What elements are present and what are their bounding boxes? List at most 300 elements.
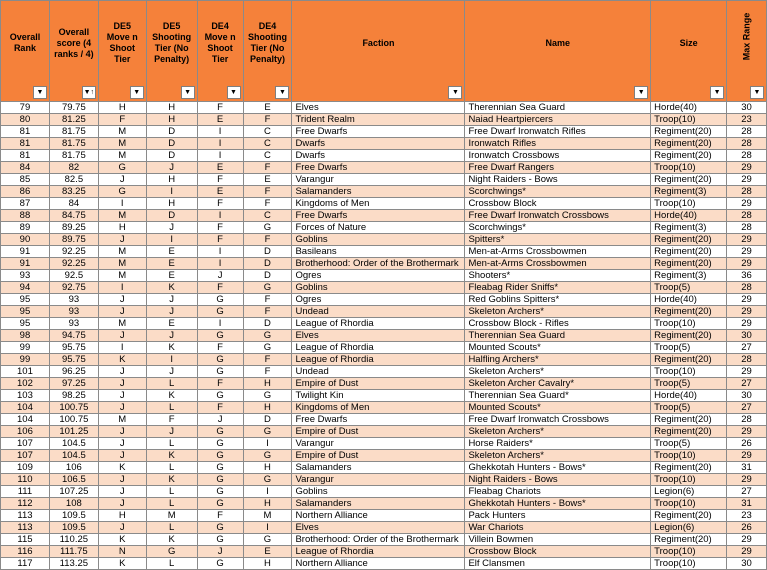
column-header-overall-score[interactable] bbox=[49, 1, 98, 102]
rank-cell[interactable]: 80 bbox=[1, 114, 50, 126]
faction-cell[interactable]: Empire of Dust bbox=[292, 450, 465, 462]
score-cell[interactable]: 95.75 bbox=[49, 342, 98, 354]
de5-shooting-cell[interactable]: L bbox=[146, 486, 197, 498]
name-cell[interactable]: Villein Bowmen bbox=[465, 534, 651, 546]
name-cell[interactable]: Mounted Scouts* bbox=[465, 402, 651, 414]
de5-move-shoot-cell[interactable]: M bbox=[98, 270, 146, 282]
rank-cell[interactable]: 91 bbox=[1, 258, 50, 270]
name-cell[interactable]: Scorchwings* bbox=[465, 186, 651, 198]
rank-cell[interactable]: 110 bbox=[1, 474, 50, 486]
name-cell[interactable]: Horse Raiders* bbox=[465, 438, 651, 450]
de5-move-shoot-cell[interactable]: J bbox=[98, 234, 146, 246]
column-header-de5-move-shoot-tier[interactable] bbox=[98, 1, 146, 102]
size-cell[interactable]: Troop(10) bbox=[651, 474, 727, 486]
table-row[interactable] bbox=[1, 522, 767, 534]
score-cell[interactable]: 89.75 bbox=[49, 234, 98, 246]
size-cell[interactable]: Regiment(20) bbox=[651, 258, 727, 270]
max-range-cell[interactable]: 28 bbox=[727, 138, 767, 150]
score-cell[interactable]: 107.25 bbox=[49, 486, 98, 498]
de4-shooting-cell[interactable]: F bbox=[243, 234, 292, 246]
size-cell[interactable]: Troop(5) bbox=[651, 438, 727, 450]
max-range-cell[interactable]: 29 bbox=[727, 246, 767, 258]
name-cell[interactable]: Night Raiders - Bows bbox=[465, 174, 651, 186]
table-row[interactable] bbox=[1, 246, 767, 258]
de5-shooting-cell[interactable]: F bbox=[146, 414, 197, 426]
table-row[interactable] bbox=[1, 474, 767, 486]
size-cell[interactable]: Troop(10) bbox=[651, 558, 727, 570]
size-cell[interactable]: Horde(40) bbox=[651, 102, 727, 114]
de5-move-shoot-cell[interactable]: J bbox=[98, 438, 146, 450]
size-cell[interactable]: Troop(5) bbox=[651, 282, 727, 294]
name-cell[interactable]: Spitters* bbox=[465, 234, 651, 246]
name-cell[interactable]: Ironwatch Crossbows bbox=[465, 150, 651, 162]
de4-shooting-cell[interactable]: E bbox=[243, 546, 292, 558]
table-row[interactable] bbox=[1, 186, 767, 198]
de5-move-shoot-cell[interactable]: M bbox=[98, 414, 146, 426]
name-cell[interactable]: Naiad Heartpiercers bbox=[465, 114, 651, 126]
score-cell[interactable]: 79.75 bbox=[49, 102, 98, 114]
size-cell[interactable]: Regiment(20) bbox=[651, 126, 727, 138]
de4-shooting-cell[interactable]: F bbox=[243, 162, 292, 174]
de5-move-shoot-cell[interactable]: M bbox=[98, 318, 146, 330]
faction-cell[interactable]: Salamanders bbox=[292, 498, 465, 510]
de5-move-shoot-cell[interactable]: H bbox=[98, 510, 146, 522]
name-cell[interactable]: Skeleton Archer Cavalry* bbox=[465, 378, 651, 390]
sort-filter-dropdown-icon[interactable]: ▼↑ bbox=[82, 86, 96, 99]
de5-move-shoot-cell[interactable]: K bbox=[98, 534, 146, 546]
faction-cell[interactable]: League of Rhordia bbox=[292, 318, 465, 330]
faction-cell[interactable]: Free Dwarfs bbox=[292, 414, 465, 426]
filter-dropdown-icon[interactable]: ▼ bbox=[227, 86, 241, 99]
table-row[interactable] bbox=[1, 234, 767, 246]
rank-cell[interactable]: 84 bbox=[1, 162, 50, 174]
faction-cell[interactable]: Northern Alliance bbox=[292, 558, 465, 570]
rank-cell[interactable]: 107 bbox=[1, 450, 50, 462]
faction-cell[interactable]: Twilight Kin bbox=[292, 390, 465, 402]
de4-shooting-cell[interactable]: G bbox=[243, 426, 292, 438]
score-cell[interactable]: 93 bbox=[49, 318, 98, 330]
size-cell[interactable]: Regiment(20) bbox=[651, 306, 727, 318]
score-cell[interactable]: 97.25 bbox=[49, 378, 98, 390]
table-row[interactable] bbox=[1, 414, 767, 426]
rank-cell[interactable]: 104 bbox=[1, 414, 50, 426]
rank-cell[interactable]: 99 bbox=[1, 354, 50, 366]
name-cell[interactable]: Fleabag Rider Sniffs* bbox=[465, 282, 651, 294]
de4-shooting-cell[interactable]: G bbox=[243, 222, 292, 234]
de4-shooting-cell[interactable]: H bbox=[243, 378, 292, 390]
de5-shooting-cell[interactable]: J bbox=[146, 330, 197, 342]
rank-cell[interactable]: 102 bbox=[1, 378, 50, 390]
de5-move-shoot-cell[interactable]: M bbox=[98, 150, 146, 162]
table-row[interactable] bbox=[1, 150, 767, 162]
size-cell[interactable]: Regiment(3) bbox=[651, 186, 727, 198]
de5-shooting-cell[interactable]: L bbox=[146, 522, 197, 534]
de4-shooting-cell[interactable]: I bbox=[243, 522, 292, 534]
max-range-cell[interactable]: 27 bbox=[727, 342, 767, 354]
score-cell[interactable]: 92.5 bbox=[49, 270, 98, 282]
score-cell[interactable]: 81.75 bbox=[49, 126, 98, 138]
max-range-cell[interactable]: 29 bbox=[727, 546, 767, 558]
table-row[interactable] bbox=[1, 126, 767, 138]
column-header-max-range[interactable] bbox=[727, 1, 767, 102]
table-row[interactable] bbox=[1, 210, 767, 222]
faction-cell[interactable]: League of Rhordia bbox=[292, 546, 465, 558]
de4-shooting-cell[interactable]: C bbox=[243, 126, 292, 138]
rank-cell[interactable]: 106 bbox=[1, 426, 50, 438]
de5-move-shoot-cell[interactable]: J bbox=[98, 522, 146, 534]
name-cell[interactable]: Crossbow Block - Rifles bbox=[465, 318, 651, 330]
de4-shooting-cell[interactable]: M bbox=[243, 510, 292, 522]
score-cell[interactable]: 93 bbox=[49, 294, 98, 306]
table-row[interactable] bbox=[1, 102, 767, 114]
de5-move-shoot-cell[interactable]: H bbox=[98, 222, 146, 234]
de4-shooting-cell[interactable]: F bbox=[243, 306, 292, 318]
size-cell[interactable]: Regiment(20) bbox=[651, 150, 727, 162]
max-range-cell[interactable]: 28 bbox=[727, 210, 767, 222]
max-range-cell[interactable]: 26 bbox=[727, 522, 767, 534]
size-cell[interactable]: Regiment(20) bbox=[651, 462, 727, 474]
rank-cell[interactable]: 117 bbox=[1, 558, 50, 570]
faction-cell[interactable]: Basileans bbox=[292, 246, 465, 258]
de5-move-shoot-cell[interactable]: M bbox=[98, 138, 146, 150]
size-cell[interactable]: Troop(10) bbox=[651, 318, 727, 330]
de5-shooting-cell[interactable]: L bbox=[146, 558, 197, 570]
size-cell[interactable]: Regiment(20) bbox=[651, 534, 727, 546]
faction-cell[interactable]: Varangur bbox=[292, 438, 465, 450]
max-range-cell[interactable]: 23 bbox=[727, 510, 767, 522]
de5-move-shoot-cell[interactable]: J bbox=[98, 390, 146, 402]
de4-move-shoot-cell[interactable]: F bbox=[197, 102, 243, 114]
score-cell[interactable]: 84 bbox=[49, 198, 98, 210]
table-row[interactable] bbox=[1, 498, 767, 510]
score-cell[interactable]: 83.25 bbox=[49, 186, 98, 198]
rank-cell[interactable]: 95 bbox=[1, 306, 50, 318]
name-cell[interactable]: Free Dwarf Ironwatch Crossbows bbox=[465, 210, 651, 222]
de4-move-shoot-cell[interactable]: G bbox=[197, 330, 243, 342]
score-cell[interactable]: 110.25 bbox=[49, 534, 98, 546]
de5-move-shoot-cell[interactable]: I bbox=[98, 198, 146, 210]
size-cell[interactable]: Legion(6) bbox=[651, 486, 727, 498]
faction-cell[interactable]: Varangur bbox=[292, 474, 465, 486]
rank-cell[interactable]: 111 bbox=[1, 486, 50, 498]
size-cell[interactable]: Regiment(20) bbox=[651, 246, 727, 258]
de5-move-shoot-cell[interactable]: I bbox=[98, 282, 146, 294]
de5-move-shoot-cell[interactable]: J bbox=[98, 330, 146, 342]
de5-shooting-cell[interactable]: K bbox=[146, 390, 197, 402]
de5-move-shoot-cell[interactable]: J bbox=[98, 294, 146, 306]
rank-cell[interactable]: 85 bbox=[1, 174, 50, 186]
size-cell[interactable]: Troop(10) bbox=[651, 546, 727, 558]
max-range-cell[interactable]: 27 bbox=[727, 378, 767, 390]
score-cell[interactable]: 100.75 bbox=[49, 402, 98, 414]
faction-cell[interactable]: Ogres bbox=[292, 294, 465, 306]
name-cell[interactable]: Scorchwings* bbox=[465, 222, 651, 234]
name-cell[interactable]: Skeleton Archers* bbox=[465, 306, 651, 318]
de5-shooting-cell[interactable]: H bbox=[146, 174, 197, 186]
de4-move-shoot-cell[interactable]: I bbox=[197, 126, 243, 138]
rank-cell[interactable]: 91 bbox=[1, 246, 50, 258]
de4-move-shoot-cell[interactable]: I bbox=[197, 246, 243, 258]
column-header-de4-move-shoot-tier[interactable] bbox=[197, 1, 243, 102]
max-range-cell[interactable]: 31 bbox=[727, 498, 767, 510]
de4-move-shoot-cell[interactable]: F bbox=[197, 402, 243, 414]
rank-cell[interactable]: 95 bbox=[1, 318, 50, 330]
score-cell[interactable]: 106.5 bbox=[49, 474, 98, 486]
de4-shooting-cell[interactable]: F bbox=[243, 354, 292, 366]
max-range-cell[interactable]: 29 bbox=[727, 258, 767, 270]
de4-move-shoot-cell[interactable]: G bbox=[197, 354, 243, 366]
rank-cell[interactable]: 115 bbox=[1, 534, 50, 546]
de5-shooting-cell[interactable]: M bbox=[146, 510, 197, 522]
de5-shooting-cell[interactable]: J bbox=[146, 366, 197, 378]
de5-move-shoot-cell[interactable]: J bbox=[98, 450, 146, 462]
faction-cell[interactable]: Elves bbox=[292, 102, 465, 114]
faction-cell[interactable]: Varangur bbox=[292, 174, 465, 186]
filter-dropdown-icon[interactable]: ▼ bbox=[634, 86, 648, 99]
max-range-cell[interactable]: 29 bbox=[727, 198, 767, 210]
score-cell[interactable]: 81.75 bbox=[49, 138, 98, 150]
de5-shooting-cell[interactable]: I bbox=[146, 354, 197, 366]
de5-shooting-cell[interactable]: D bbox=[146, 210, 197, 222]
table-row[interactable] bbox=[1, 462, 767, 474]
size-cell[interactable]: Regiment(20) bbox=[651, 234, 727, 246]
de4-move-shoot-cell[interactable]: F bbox=[197, 198, 243, 210]
de4-shooting-cell[interactable]: F bbox=[243, 186, 292, 198]
max-range-cell[interactable]: 28 bbox=[727, 354, 767, 366]
table-row[interactable] bbox=[1, 546, 767, 558]
faction-cell[interactable]: Salamanders bbox=[292, 462, 465, 474]
de5-move-shoot-cell[interactable]: F bbox=[98, 114, 146, 126]
de4-move-shoot-cell[interactable]: G bbox=[197, 306, 243, 318]
name-cell[interactable]: Therennian Sea Guard bbox=[465, 102, 651, 114]
score-cell[interactable]: 109.5 bbox=[49, 522, 98, 534]
table-row[interactable] bbox=[1, 318, 767, 330]
name-cell[interactable]: Crossbow Block bbox=[465, 546, 651, 558]
table-row[interactable] bbox=[1, 294, 767, 306]
table-row[interactable] bbox=[1, 486, 767, 498]
max-range-cell[interactable]: 31 bbox=[727, 462, 767, 474]
size-cell[interactable]: Troop(10) bbox=[651, 498, 727, 510]
de5-shooting-cell[interactable]: J bbox=[146, 162, 197, 174]
name-cell[interactable]: Fleabag Chariots bbox=[465, 486, 651, 498]
column-header-size[interactable] bbox=[651, 1, 727, 102]
table-row[interactable] bbox=[1, 114, 767, 126]
table-row[interactable] bbox=[1, 282, 767, 294]
faction-cell[interactable]: Undead bbox=[292, 366, 465, 378]
de5-shooting-cell[interactable]: H bbox=[146, 198, 197, 210]
table-row[interactable] bbox=[1, 138, 767, 150]
table-row[interactable] bbox=[1, 366, 767, 378]
table-row[interactable] bbox=[1, 558, 767, 570]
de4-move-shoot-cell[interactable]: G bbox=[197, 558, 243, 570]
de5-shooting-cell[interactable]: K bbox=[146, 342, 197, 354]
de4-shooting-cell[interactable]: D bbox=[243, 318, 292, 330]
de5-shooting-cell[interactable]: E bbox=[146, 258, 197, 270]
de5-shooting-cell[interactable]: L bbox=[146, 498, 197, 510]
de4-move-shoot-cell[interactable]: F bbox=[197, 510, 243, 522]
max-range-cell[interactable]: 23 bbox=[727, 114, 767, 126]
score-cell[interactable]: 106 bbox=[49, 462, 98, 474]
rank-cell[interactable]: 81 bbox=[1, 150, 50, 162]
size-cell[interactable]: Troop(10) bbox=[651, 198, 727, 210]
de4-shooting-cell[interactable]: C bbox=[243, 138, 292, 150]
de4-shooting-cell[interactable]: G bbox=[243, 330, 292, 342]
size-cell[interactable]: Regiment(20) bbox=[651, 414, 727, 426]
de4-move-shoot-cell[interactable]: E bbox=[197, 114, 243, 126]
rank-cell[interactable]: 98 bbox=[1, 330, 50, 342]
de5-move-shoot-cell[interactable]: K bbox=[98, 462, 146, 474]
size-cell[interactable]: Troop(5) bbox=[651, 342, 727, 354]
table-row[interactable] bbox=[1, 306, 767, 318]
de5-move-shoot-cell[interactable]: M bbox=[98, 210, 146, 222]
faction-cell[interactable]: Northern Alliance bbox=[292, 510, 465, 522]
rank-cell[interactable]: 104 bbox=[1, 402, 50, 414]
de4-shooting-cell[interactable]: D bbox=[243, 246, 292, 258]
table-row[interactable] bbox=[1, 174, 767, 186]
score-cell[interactable]: 111.75 bbox=[49, 546, 98, 558]
size-cell[interactable]: Horde(40) bbox=[651, 390, 727, 402]
de4-shooting-cell[interactable]: G bbox=[243, 450, 292, 462]
de5-shooting-cell[interactable]: L bbox=[146, 402, 197, 414]
name-cell[interactable]: Skeleton Archers* bbox=[465, 366, 651, 378]
de5-move-shoot-cell[interactable]: M bbox=[98, 258, 146, 270]
rank-cell[interactable]: 81 bbox=[1, 126, 50, 138]
size-cell[interactable]: Regiment(20) bbox=[651, 354, 727, 366]
table-row[interactable] bbox=[1, 198, 767, 210]
max-range-cell[interactable]: 28 bbox=[727, 150, 767, 162]
name-cell[interactable]: Free Dwarf Ironwatch Crossbows bbox=[465, 414, 651, 426]
de4-shooting-cell[interactable]: G bbox=[243, 390, 292, 402]
de4-move-shoot-cell[interactable]: G bbox=[197, 294, 243, 306]
de4-move-shoot-cell[interactable]: I bbox=[197, 138, 243, 150]
max-range-cell[interactable]: 29 bbox=[727, 234, 767, 246]
name-cell[interactable]: Pack Hunters bbox=[465, 510, 651, 522]
column-header-faction[interactable] bbox=[292, 1, 465, 102]
rank-cell[interactable]: 99 bbox=[1, 342, 50, 354]
rank-cell[interactable]: 88 bbox=[1, 210, 50, 222]
score-cell[interactable]: 92.25 bbox=[49, 258, 98, 270]
de5-shooting-cell[interactable]: D bbox=[146, 150, 197, 162]
de4-move-shoot-cell[interactable]: G bbox=[197, 366, 243, 378]
de5-shooting-cell[interactable]: J bbox=[146, 426, 197, 438]
de4-shooting-cell[interactable]: G bbox=[243, 342, 292, 354]
de5-move-shoot-cell[interactable]: M bbox=[98, 126, 146, 138]
de4-shooting-cell[interactable]: H bbox=[243, 402, 292, 414]
de4-shooting-cell[interactable]: E bbox=[243, 102, 292, 114]
size-cell[interactable]: Horde(40) bbox=[651, 294, 727, 306]
de4-move-shoot-cell[interactable]: G bbox=[197, 534, 243, 546]
max-range-cell[interactable]: 29 bbox=[727, 294, 767, 306]
rank-cell[interactable]: 112 bbox=[1, 498, 50, 510]
de5-move-shoot-cell[interactable]: H bbox=[98, 102, 146, 114]
size-cell[interactable]: Troop(10) bbox=[651, 162, 727, 174]
name-cell[interactable]: Men-at-Arms Crossbowmen bbox=[465, 258, 651, 270]
max-range-cell[interactable]: 29 bbox=[727, 162, 767, 174]
size-cell[interactable]: Regiment(20) bbox=[651, 138, 727, 150]
score-cell[interactable]: 94.75 bbox=[49, 330, 98, 342]
de4-move-shoot-cell[interactable]: G bbox=[197, 426, 243, 438]
de5-move-shoot-cell[interactable]: J bbox=[98, 474, 146, 486]
de4-move-shoot-cell[interactable]: F bbox=[197, 282, 243, 294]
size-cell[interactable]: Legion(6) bbox=[651, 522, 727, 534]
max-range-cell[interactable]: 36 bbox=[727, 270, 767, 282]
de5-shooting-cell[interactable]: J bbox=[146, 294, 197, 306]
de4-move-shoot-cell[interactable]: I bbox=[197, 150, 243, 162]
de5-shooting-cell[interactable]: I bbox=[146, 234, 197, 246]
faction-cell[interactable]: Goblins bbox=[292, 282, 465, 294]
size-cell[interactable]: Troop(10) bbox=[651, 366, 727, 378]
score-cell[interactable]: 96.25 bbox=[49, 366, 98, 378]
de5-move-shoot-cell[interactable]: G bbox=[98, 162, 146, 174]
de4-move-shoot-cell[interactable]: G bbox=[197, 450, 243, 462]
size-cell[interactable]: Horde(40) bbox=[651, 210, 727, 222]
de4-move-shoot-cell[interactable]: G bbox=[197, 474, 243, 486]
size-cell[interactable]: Regiment(3) bbox=[651, 270, 727, 282]
table-row[interactable] bbox=[1, 426, 767, 438]
name-cell[interactable]: Shooters* bbox=[465, 270, 651, 282]
filter-dropdown-icon[interactable]: ▼ bbox=[130, 86, 144, 99]
rank-cell[interactable]: 113 bbox=[1, 522, 50, 534]
de4-shooting-cell[interactable]: C bbox=[243, 150, 292, 162]
name-cell[interactable]: Free Dwarf Ironwatch Rifles bbox=[465, 126, 651, 138]
de4-move-shoot-cell[interactable]: F bbox=[197, 342, 243, 354]
de5-shooting-cell[interactable]: H bbox=[146, 114, 197, 126]
de5-move-shoot-cell[interactable]: J bbox=[98, 378, 146, 390]
column-header-name[interactable] bbox=[465, 1, 651, 102]
name-cell[interactable]: Skeleton Archers* bbox=[465, 426, 651, 438]
faction-cell[interactable]: Elves bbox=[292, 330, 465, 342]
max-range-cell[interactable]: 30 bbox=[727, 390, 767, 402]
name-cell[interactable]: Night Raiders - Bows bbox=[465, 474, 651, 486]
max-range-cell[interactable]: 28 bbox=[727, 282, 767, 294]
de5-shooting-cell[interactable]: L bbox=[146, 378, 197, 390]
table-row[interactable] bbox=[1, 510, 767, 522]
faction-cell[interactable]: Kingdoms of Men bbox=[292, 198, 465, 210]
de5-shooting-cell[interactable]: K bbox=[146, 474, 197, 486]
de5-shooting-cell[interactable]: K bbox=[146, 450, 197, 462]
name-cell[interactable]: Halfling Archers* bbox=[465, 354, 651, 366]
name-cell[interactable]: Therennian Sea Guard* bbox=[465, 390, 651, 402]
de4-move-shoot-cell[interactable]: I bbox=[197, 258, 243, 270]
rank-cell[interactable]: 87 bbox=[1, 198, 50, 210]
de4-shooting-cell[interactable]: F bbox=[243, 114, 292, 126]
de5-move-shoot-cell[interactable]: N bbox=[98, 546, 146, 558]
filter-dropdown-icon[interactable]: ▼ bbox=[33, 86, 47, 99]
de4-move-shoot-cell[interactable]: J bbox=[197, 546, 243, 558]
rank-cell[interactable]: 86 bbox=[1, 186, 50, 198]
size-cell[interactable]: Regiment(20) bbox=[651, 510, 727, 522]
faction-cell[interactable]: Forces of Nature bbox=[292, 222, 465, 234]
de5-move-shoot-cell[interactable]: J bbox=[98, 498, 146, 510]
de4-shooting-cell[interactable]: D bbox=[243, 270, 292, 282]
de4-move-shoot-cell[interactable]: G bbox=[197, 486, 243, 498]
rank-cell[interactable]: 93 bbox=[1, 270, 50, 282]
max-range-cell[interactable]: 29 bbox=[727, 474, 767, 486]
faction-cell[interactable]: Elves bbox=[292, 522, 465, 534]
faction-cell[interactable]: League of Rhordia bbox=[292, 354, 465, 366]
de5-move-shoot-cell[interactable]: J bbox=[98, 366, 146, 378]
de5-move-shoot-cell[interactable]: M bbox=[98, 246, 146, 258]
score-cell[interactable]: 113.25 bbox=[49, 558, 98, 570]
max-range-cell[interactable]: 26 bbox=[727, 438, 767, 450]
rank-cell[interactable]: 116 bbox=[1, 546, 50, 558]
score-cell[interactable]: 82.5 bbox=[49, 174, 98, 186]
column-header-overall-rank[interactable] bbox=[1, 1, 50, 102]
name-cell[interactable]: Elf Clansmen bbox=[465, 558, 651, 570]
rank-cell[interactable]: 95 bbox=[1, 294, 50, 306]
de4-shooting-cell[interactable]: H bbox=[243, 462, 292, 474]
de4-shooting-cell[interactable]: H bbox=[243, 558, 292, 570]
